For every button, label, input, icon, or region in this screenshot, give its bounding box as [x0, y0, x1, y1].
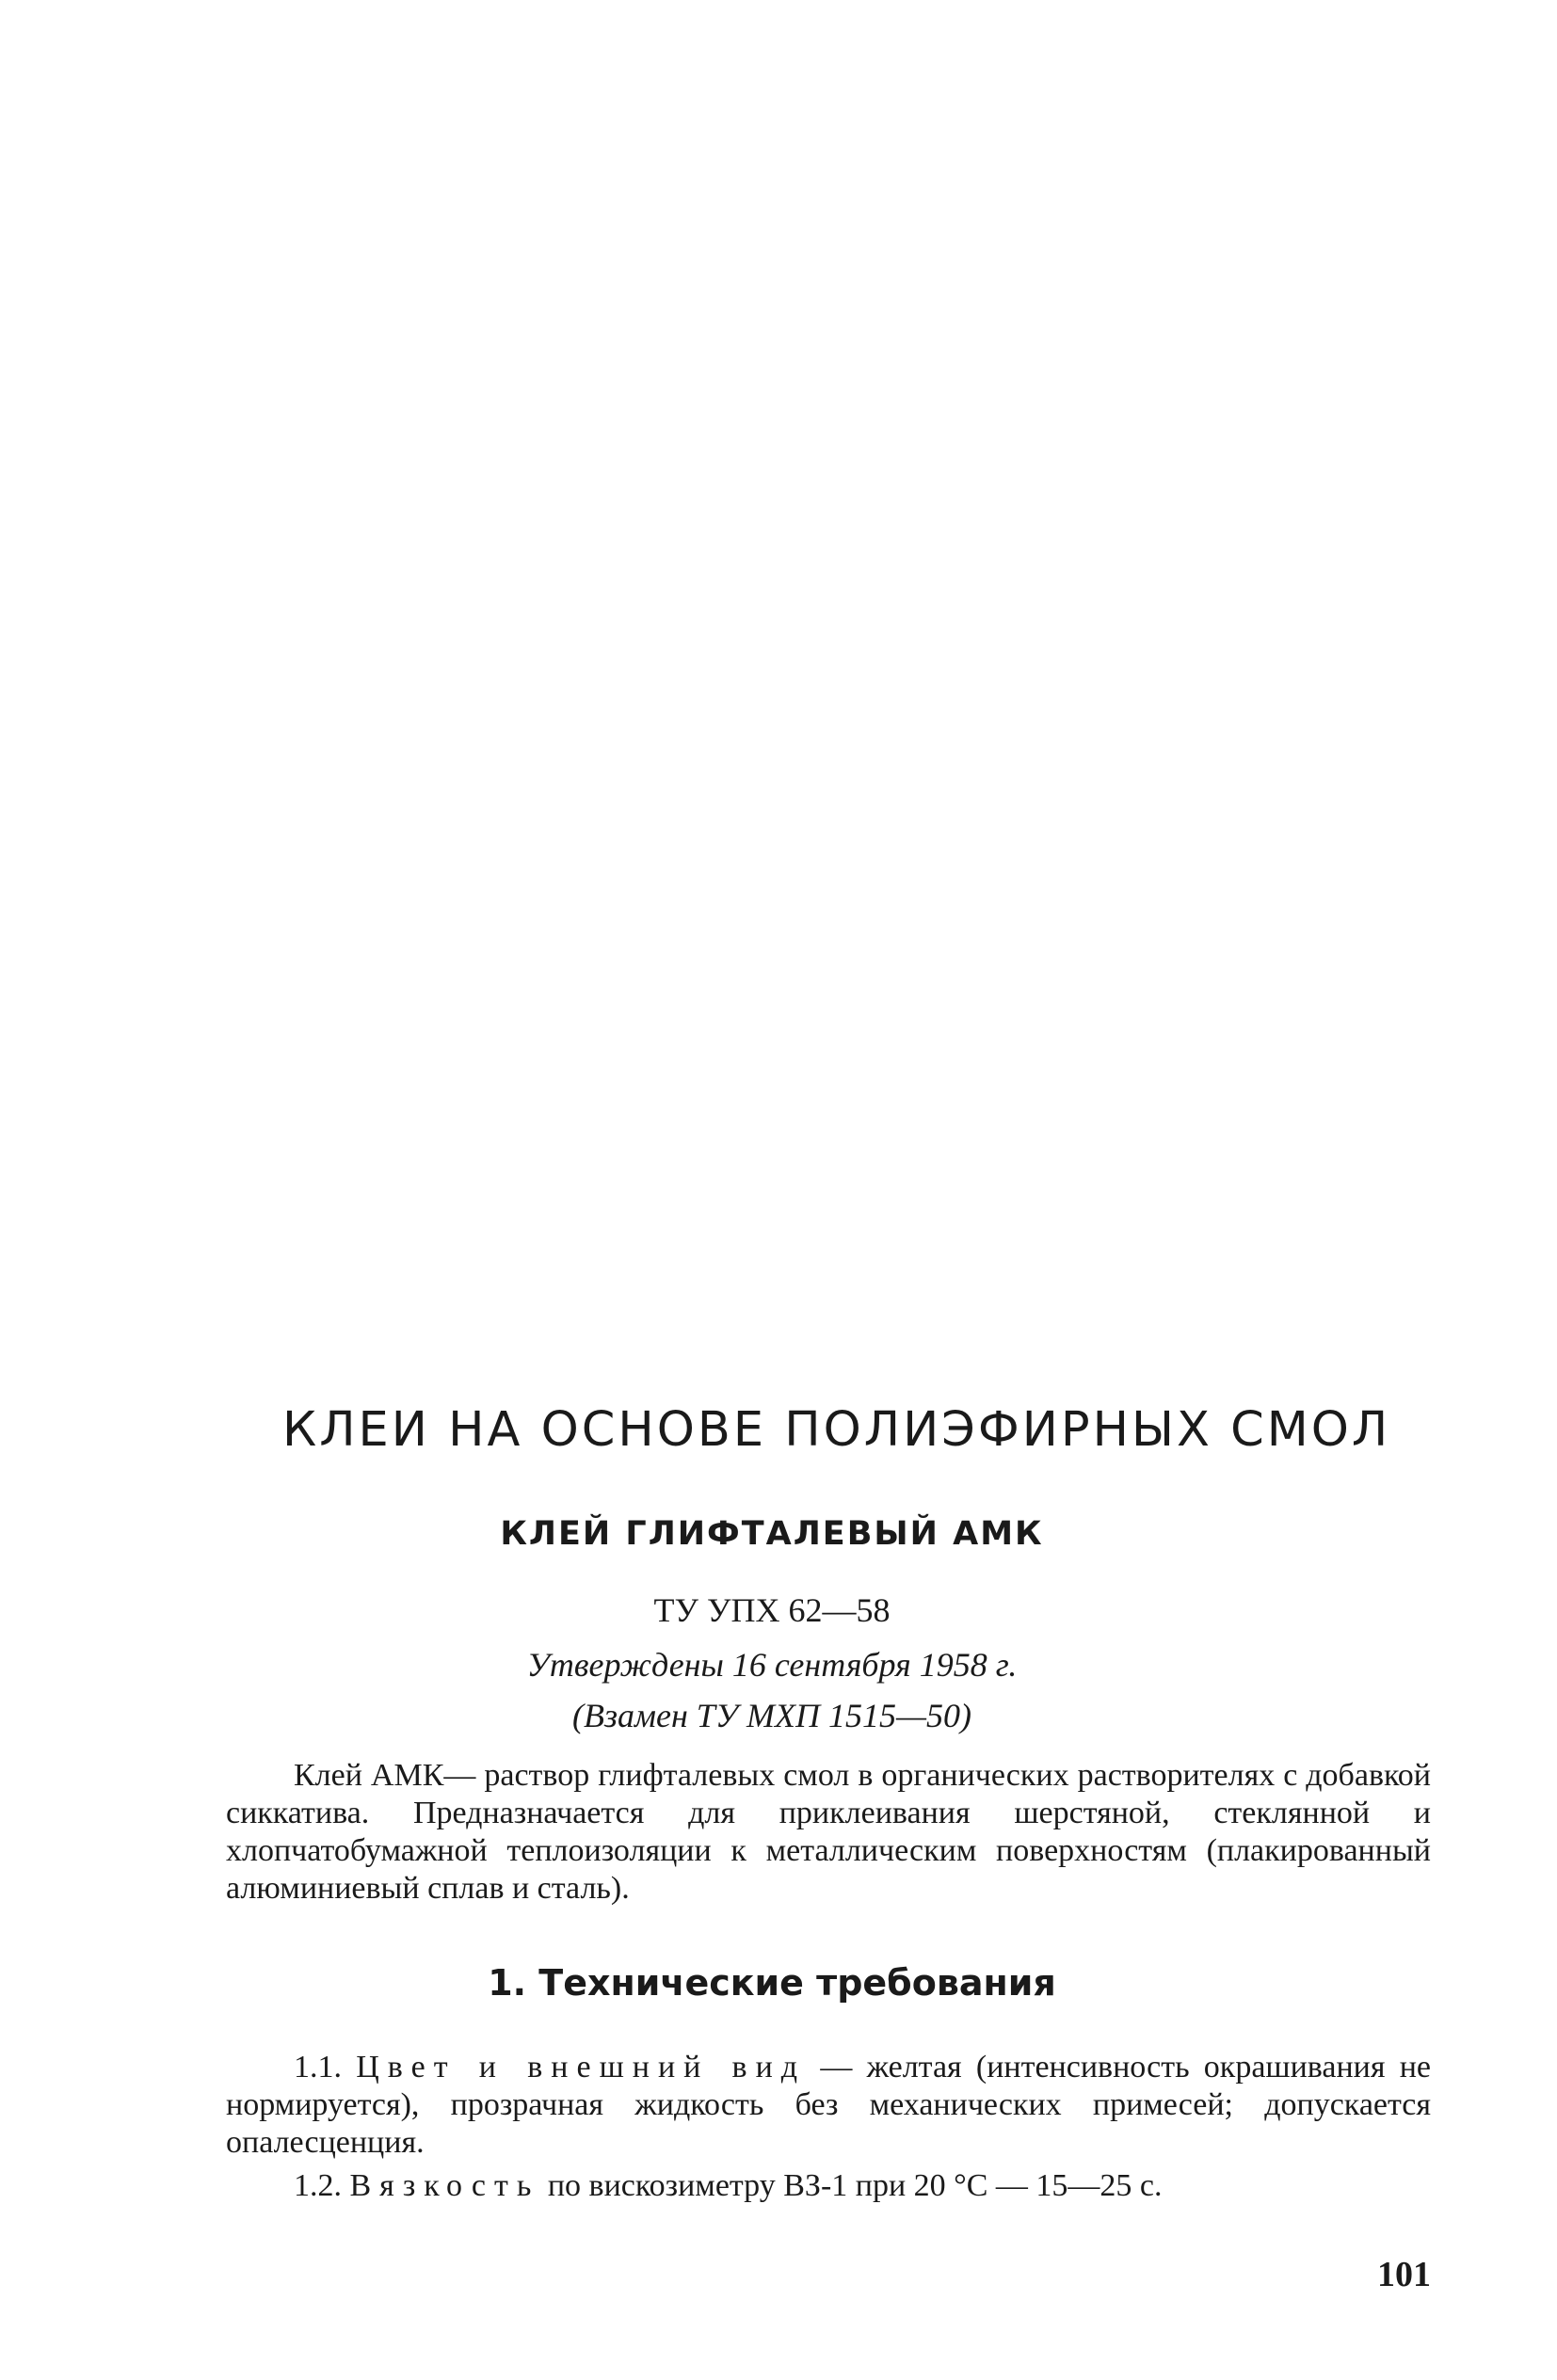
- item-number: 1.2.: [294, 2168, 342, 2203]
- section-heading: 1. Технические требования: [488, 1962, 1056, 2004]
- intro-paragraph: Клей АМК— раствор глифталевых смол в органических растворителях с добавкой сиккатива. Предназначается для приклеивания шерстяной, стеклянной и хлопчатобумажной теплоизоляции к металлическим поверхностям (плакированный алюминиевый сплав и сталь).: [226, 1758, 1431, 1906]
- requirement-item: [226, 2167, 1431, 2205]
- item-text: по вискозиметру ВЗ-1 при 20 °С — 15—25 с.: [547, 2168, 1163, 2203]
- page-number: 101: [1377, 2255, 1431, 2294]
- approval-date: Утверждены 16 сентября 1958 г.: [526, 1646, 1018, 1684]
- requirement-item: [226, 2049, 1431, 2162]
- item-term: Вязкость: [349, 2168, 540, 2203]
- section-title: КЛЕИ НА ОСНОВЕ ПОЛИЭФИРНЫХ СМОЛ: [282, 1402, 1391, 1458]
- item-number: 1.1.: [294, 2050, 342, 2084]
- subtitle: КЛЕЙ ГЛИФТАЛЕВЫЙ АМК: [500, 1515, 1044, 1553]
- spec-code: ТУ УПХ 62—58: [653, 1591, 891, 1629]
- replaces-note: (Взамен ТУ МХП 1515—50): [571, 1697, 972, 1734]
- item-term: Цвет и внешний вид: [356, 2050, 807, 2084]
- item-text: — желтая (интенсивность окрашивания не нормируется), прозрачная жидкость без механических примесей; допускается опалесценция.: [226, 2050, 1432, 2160]
